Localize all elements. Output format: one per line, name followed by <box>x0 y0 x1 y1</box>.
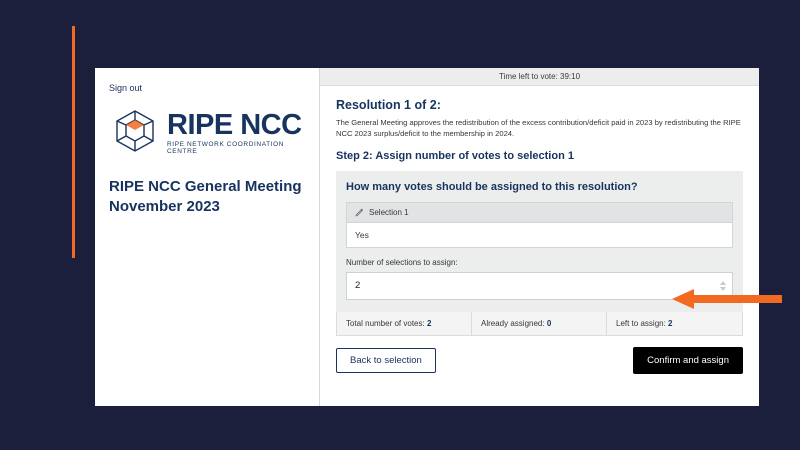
app-window <box>95 68 759 406</box>
number-of-selections-input[interactable] <box>346 272 733 300</box>
confirm-and-assign-button[interactable]: Confirm and assign <box>633 347 743 374</box>
selection-value: Yes <box>346 222 733 248</box>
spinner-arrows-icon[interactable] <box>720 281 726 291</box>
selection-header-label: Selection 1 <box>369 207 409 217</box>
total-votes-value: 2 <box>426 318 432 328</box>
decorative-accent-bar <box>72 26 75 258</box>
sign-out-link[interactable]: Sign out <box>109 83 143 93</box>
pencil-icon <box>355 208 364 217</box>
selection-header <box>346 202 733 222</box>
card-question: How many votes should be assigned to this resolution? <box>346 180 638 193</box>
vote-timer: Time left to vote: 39:10 <box>320 68 759 86</box>
left-to-assign-label: Left to assign: <box>616 318 666 328</box>
main-content <box>320 86 759 336</box>
assign-votes-card <box>336 171 743 312</box>
action-buttons <box>320 347 759 374</box>
total-votes-label: Total number of votes: <box>346 318 425 328</box>
already-assigned-value: 0 <box>546 318 552 328</box>
already-assigned-label: Already assigned: <box>481 318 545 328</box>
meeting-title: RIPE NCC General Meeting November 2023 <box>109 178 302 216</box>
spinner-down-arrow[interactable] <box>720 287 726 291</box>
left-to-assign-cell <box>607 312 742 335</box>
step-heading: Step 2: Assign number of votes to selection 1 <box>336 149 574 162</box>
resolution-heading: Resolution 1 of 2: <box>336 98 441 112</box>
main-panel <box>319 68 759 406</box>
already-assigned-cell <box>472 312 607 335</box>
totals-row <box>336 312 743 336</box>
number-input-value: 2 <box>355 280 361 292</box>
logo-subtitle: RIPE NETWORK COORDINATION CENTRE <box>167 141 285 155</box>
brand-logo <box>109 107 305 159</box>
spinner-up-arrow[interactable] <box>720 281 726 285</box>
back-to-selection-button[interactable]: Back to selection <box>336 348 436 373</box>
total-votes-cell <box>337 312 472 335</box>
number-field-label: Number of selections to assign: <box>346 257 458 267</box>
logo-title: RIPE NCC <box>167 109 302 141</box>
sidebar <box>95 68 319 406</box>
left-to-assign-value: 2 <box>668 318 673 328</box>
ripe-cube-icon <box>109 107 161 159</box>
resolution-description: The General Meeting approves the redistribution of the excess contribution/deficit paid in 2023 by redistributing the RIPE NCC 2023 surplus/deficit to the membership in 2024. <box>336 118 741 139</box>
